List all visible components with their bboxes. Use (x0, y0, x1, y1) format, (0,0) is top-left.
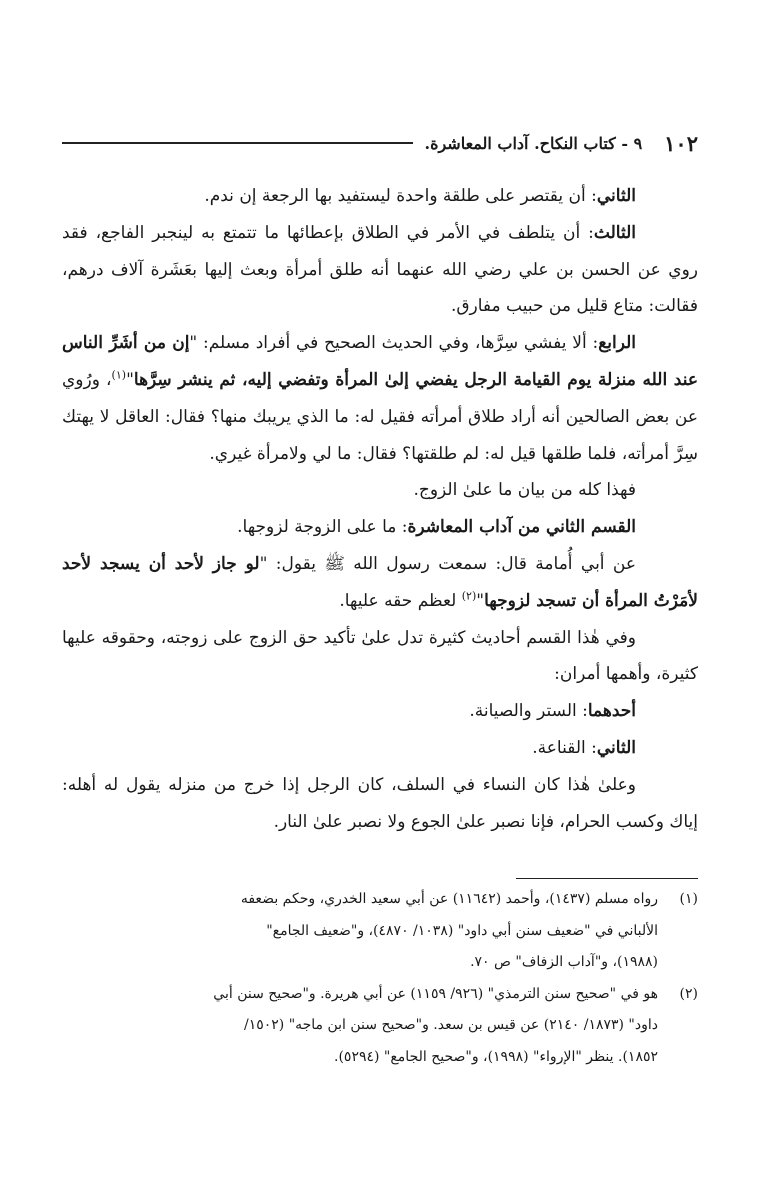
main-text (62, 178, 698, 840)
footnote-2-line-3: ١٨٥٢). ينظر "الإرواء" (١٩٩٨)، و"صحيح الجامع" (٥٢٩٤). (334, 1048, 658, 1065)
section-heading: القسم الثاني من آداب المعاشرة (407, 517, 636, 538)
paragraph-section-two (62, 509, 698, 546)
paragraph-label: الثالث (593, 222, 636, 243)
footnote-2-line-2: داود" (١٨٧٣/ ٢١٤٠) عن قيس بن سعد. و"صحيح سنن ابن ماجه" (١٥٠٢/ (243, 1017, 658, 1033)
hadith-text: إن من أشَرِّ الناس عند الله منزلة يوم القيامة الرجل يفضي إلىٰ المرأة وتفضي إليه، ثم ينشر سِرَّها (62, 333, 698, 390)
paragraph-second-matter (62, 730, 698, 767)
paragraph-text: لعظم حقه عليها. (339, 590, 462, 611)
footnote-rule (516, 878, 698, 879)
paragraph-text: ، ورُوي عن بعض الصالحين أنه أراد طلاق أمرأته فقيل له: ما الذي يريبك منها؟ فقال: العاقل لا يهتك سِرَّ أمرأته، فلما طلقها قيل له: لم طلقتها؟ فقال: ما لي ولامرأة غيري. (62, 369, 698, 464)
footnote-1-line-3: (١٩٨٨)، و"آداب الزفاف" ص ٧٠. (470, 954, 658, 970)
paragraph-text: : أن يتلطف في الأمر في الطلاق بإعطائها ما تتمتع به لينجبر الفاجع، فقد روي عن الحسن بن علي رضي الله عنهما أنه طلق أمرأة وبعث إليها بعَشَرة آلاف درهم، فقالت: متاع قليل من حبيب مفارق. (62, 222, 698, 317)
footnote-line: هو في "صحيح سنن الترمذي" (٩٢٦/ ١١٥٩) عن أبي هريرة. و"صحيح سنن أبي (213, 985, 658, 1002)
paragraph-third-rule (62, 215, 698, 325)
paragraph-text: : ما على الزوجة لزوجها. (237, 517, 408, 538)
footnote-1 (62, 884, 698, 916)
hadith-text: لو جاز لأحد أن يسجد لأحد لأمَرْتُ المرأة أن تسجد لزوجها (62, 553, 698, 611)
paragraph-abu-umama (62, 546, 698, 620)
paragraph-label: الثاني (596, 737, 636, 758)
footnote-line: رواه مسلم (١٤٣٧)، وأحمد (١١٦٤٢) عن أبي سعيد الخدري، وحكم بضعفه (240, 891, 658, 907)
paragraph-summary: فهذا كله من بيان ما علىٰ الزوج. (413, 480, 636, 501)
paragraph-salaf: وعلىٰ هٰذا كان النساء في السلف، كان الرجل إذا خرج من منزله يقول له أهله: إياك وكسب الحرام، فإنا نصبر علىٰ الجوع ولا نصبر علىٰ النار. (62, 774, 698, 832)
footnote-2 (62, 979, 698, 1011)
footnote-1-line-2: الألباني في "ضعيف سنن أبي داود" (١٠٣٨/ ٤٨٧٠)، و"ضعيف الجامع" (266, 922, 658, 939)
page-number: ١٠٢ (664, 130, 698, 156)
paragraph-text: : أن يقتصر على طلقة واحدة ليستفيد بها الرجعة إن ندم. (204, 186, 597, 206)
footnote-number: (٢) (679, 985, 698, 1002)
paragraph-first-matter (62, 693, 698, 730)
paragraph-fourth-rule (62, 325, 698, 472)
footnote-number: (١) (679, 891, 698, 907)
paragraph-text: : القناعة. (532, 737, 597, 758)
paragraph-text: : الستر والصيانة. (469, 701, 588, 722)
paragraph-second-rule (62, 178, 698, 215)
running-title: ٩ - كتاب النكاح. آداب المعاشرة. (424, 133, 643, 153)
footnote-ref-2[interactable]: (٢) (461, 589, 477, 603)
footnote-ref-1[interactable]: (١) (111, 368, 127, 382)
paragraph-text: عن أبي أُمامة قال: سمعت رسول الله ﷺ يقول: " (259, 553, 636, 574)
quote-close: " (126, 369, 134, 390)
running-header (62, 130, 698, 156)
paragraph-text: : ألا يفشي سِرَّها، وفي الحديث الصحيح في أفراد مسلم: " (189, 333, 599, 354)
paragraph-hadiths: وفي هٰذا القسم أحاديث كثيرة تدل علىٰ تأكيد حق الزوج على زوجته، وحقوقه عليها كثيرة، وأهمها أمران: (62, 627, 698, 685)
paragraph-label: الرابع (598, 333, 636, 354)
quote-close: " (476, 590, 485, 611)
footnotes (62, 884, 698, 1073)
paragraph-label: أحدهما (587, 701, 636, 722)
paragraph-label: الثاني (596, 186, 636, 206)
header-rule (62, 142, 413, 144)
